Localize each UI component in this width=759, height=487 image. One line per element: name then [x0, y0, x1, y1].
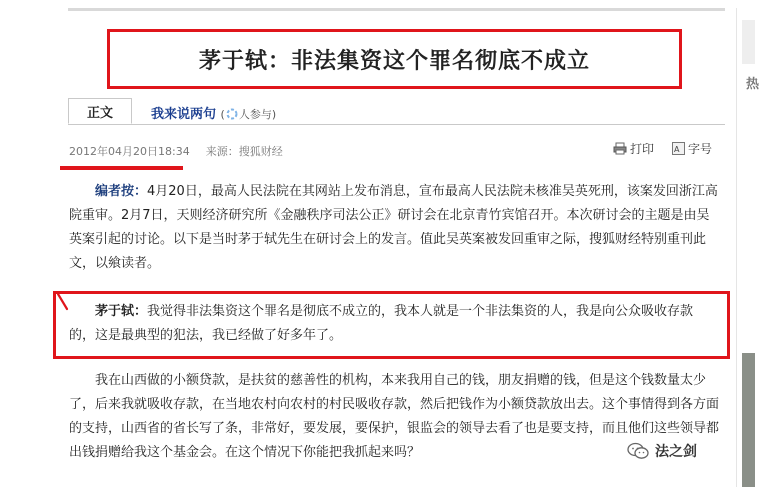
print-label: 打印 [630, 142, 655, 156]
date-red-underline [60, 166, 183, 170]
body-text: 我在山西做的小额贷款，是扶贫的慈善性的机构，本来我用自己的钱，朋友捐赠的钱，但是这个钱数量太少了，后来我就吸收存款，在当地农村向农村的村民吸收存款，然后把钱作为小额贷款放出去。这个事情得到各方面的支持，山西省的省长写了条，非常好，要发展，要保护，银监会的领导去看了也是要支持，而且他们这些领导都出钱捐赠给我这个基金会。在这个情况下你能把我抓起来吗？ [69, 373, 720, 460]
quote-paragraph [69, 300, 719, 348]
article-tools [613, 140, 712, 157]
article-title: 茅于轼：非法集资这个罪名彻底不成立 [198, 48, 590, 74]
article-tabbar [68, 98, 725, 125]
editor-note-lead: 编者按： [95, 184, 148, 199]
publish-date: 2012年04月20日18:34 [69, 145, 190, 158]
print-button[interactable] [613, 140, 654, 157]
tab-comment-label: 我来说两句 [151, 107, 217, 122]
sidebar-image-bottom [742, 353, 755, 487]
font-size-button[interactable] [672, 140, 712, 157]
loading-spinner-icon [226, 108, 238, 120]
watermark-text: 法之剑 [655, 444, 697, 460]
comment-count: ( 人参与) [220, 108, 277, 121]
article-meta [69, 143, 283, 159]
red-tick-annotation [56, 292, 70, 314]
printer-icon [613, 142, 627, 155]
watermark [627, 441, 697, 461]
body-paragraph [69, 369, 719, 465]
svg-text:A: A [674, 145, 680, 154]
tab-main-text[interactable] [68, 98, 132, 124]
wechat-icon [627, 442, 649, 460]
sidebar-cut-heading: 热 [746, 77, 759, 92]
quote-lead: 茅于轼： [95, 304, 148, 319]
font-size-icon [672, 142, 685, 155]
tab-comment[interactable] [151, 103, 276, 122]
editor-note-text: 4月20日，最高人民法院在其网站上发布消息，宣布最高人民法院未核准吴英死刑，该案发回浙江高院重审。2月7日，天则经济研究所《金融秩序司法公正》研讨会在北京青竹宾馆召开。本次研讨会的主题是由吴英案引起的讨论。以下是当时茅于轼先生在研讨会上的发言。值此吴英案被发回重审之际，搜狐财经特别重刊此文，以飨读者。 [69, 184, 718, 271]
tab-main-label: 正文 [86, 105, 113, 121]
sidebar-image-top [742, 20, 755, 64]
font-size-label: 字号 [688, 142, 713, 156]
editor-note-paragraph [69, 180, 719, 276]
article-source: 来源：搜狐财经 [205, 145, 283, 158]
top-divider [68, 8, 725, 11]
title-highlight-box [107, 29, 682, 89]
quote-text: 我觉得非法集资这个罪名是彻底不成立的，我本人就是一个非法集资的人，我是向公众吸收存款的，这是最典型的犯法，我已经做了好多年了。 [69, 304, 694, 343]
